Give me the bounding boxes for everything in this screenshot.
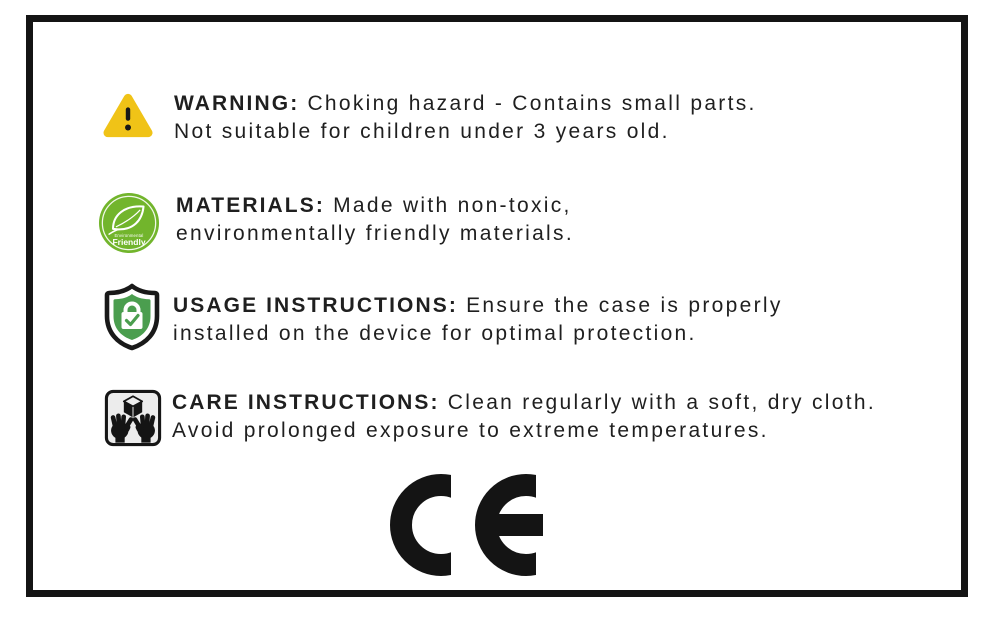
eco-friendly-badge-icon <box>98 192 160 254</box>
care-line-2: Avoid prolonged exposure to extreme temperatures. <box>172 419 769 442</box>
materials-line-1: MATERIALS: Made with non-toxic, <box>176 194 572 217</box>
security-shield-lock-icon <box>100 283 164 351</box>
warning-triangle-icon <box>103 92 153 139</box>
materials-line-2: environmentally friendly materials. <box>176 222 574 245</box>
usage-line-2: installed on the device for optimal protection. <box>173 322 697 345</box>
section-label: CARE INSTRUCTIONS: <box>172 391 440 414</box>
ce-mark-icon <box>390 472 546 578</box>
warning-text <box>174 90 757 146</box>
materials-text <box>176 192 574 248</box>
warning-line-1: WARNING: Choking hazard - Contains small parts. <box>174 92 757 115</box>
section-label: WARNING: <box>174 92 300 115</box>
usage-line-1: USAGE INSTRUCTIONS: Ensure the case is properly <box>173 294 783 317</box>
section-label: USAGE INSTRUCTIONS: <box>173 294 458 317</box>
care-line-1: CARE INSTRUCTIONS: Clean regularly with a soft, dry cloth. <box>172 391 876 414</box>
section-label: MATERIALS: <box>176 194 325 217</box>
badge-text-top: Environmental <box>114 232 144 238</box>
care-text <box>172 389 876 445</box>
warning-line-2: Not suitable for children under 3 years old. <box>174 120 670 143</box>
handle-with-care-icon <box>104 389 162 447</box>
badge-text-bottom: Friendly <box>112 237 146 248</box>
usage-text <box>173 292 783 348</box>
